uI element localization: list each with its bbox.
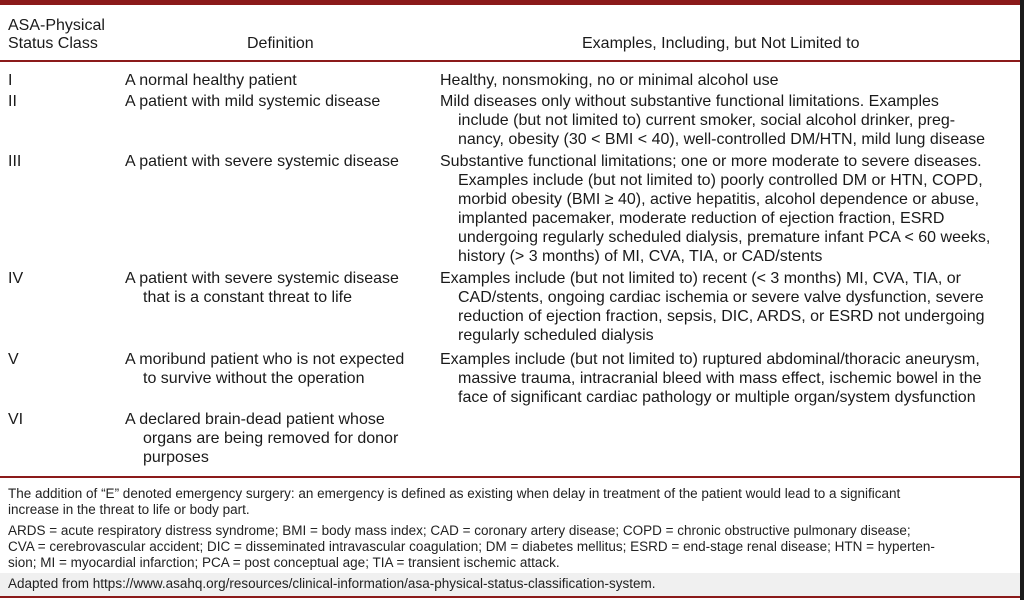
status-class-cell: III: [8, 153, 22, 170]
header-rule: [0, 60, 1020, 62]
footnote-line: increase in the threat to life or body part.: [8, 502, 250, 517]
examples-line: Examples include (but not limited to) ruptured abdominal/thoracic aneurysm,: [440, 351, 980, 368]
bottom-rule: [0, 596, 1020, 598]
examples-line: history (> 3 months) of MI, CVA, TIA, or CAD/stents: [458, 248, 823, 265]
examples-line: Examples include (but not limited to) poorly controlled DM or HTN, COPD,: [458, 172, 983, 189]
footnote-abbreviations: [8, 523, 1020, 571]
footnote-line: The addition of “E” denoted emergency surgery: an emergency is defined as existing when delay in treatment of the patient would lead to a significant: [8, 486, 901, 501]
status-class-cell: VI: [8, 411, 24, 428]
definition-line: A moribund patient who is not expected: [125, 351, 405, 368]
footnote-line: CVA = cerebrovascular accident; DIC = disseminated intravascular coagulation; DM = diabetes mellitus; ESRD = end-stage renal disease; HTN = hyperten-: [8, 539, 935, 554]
header-status-class-line1: ASA-Physical: [8, 17, 105, 34]
examples-line: Examples include (but not limited to) recent (< 3 months) MI, CVA, TIA, or: [440, 270, 961, 287]
examples-line: morbid obesity (BMI ≥ 40), active hepatitis, alcohol dependence or abuse,: [458, 191, 980, 208]
footnote-source: Adapted from https://www.asahq.org/resources/clinical-information/asa-physical-status-classification-system.: [8, 576, 656, 591]
definition-line: A patient with severe systemic disease: [125, 153, 399, 170]
examples-line: undergoing regularly scheduled dialysis, premature infant PCA < 60 weeks,: [458, 229, 991, 246]
status-class-cell: IV: [8, 270, 24, 287]
definition-line: A patient with mild systemic disease: [125, 93, 381, 110]
status-class-cell: I: [8, 72, 13, 89]
definition-line: purposes: [143, 449, 209, 466]
examples-line: Substantive functional limitations; one or more moderate to severe diseases.: [440, 153, 982, 170]
body-rule: [0, 476, 1020, 478]
examples-line: regularly scheduled dialysis: [458, 327, 654, 344]
examples-line: include (but not limited to) current smoker, social alcohol drinker, preg-: [458, 112, 956, 129]
footnote-line: ARDS = acute respiratory distress syndrome; BMI = body mass index; CAD = coronary artery disease; COPD = chronic obstructive pulmonary disease;: [8, 523, 911, 538]
examples-line: implanted pacemaker, moderate reduction of ejection fraction, ESRD: [458, 210, 945, 227]
examples-line: nancy, obesity (30 < BMI < 40), well-controlled DM/HTN, mild lung disease: [458, 131, 986, 148]
header-examples: Examples, Including, but Not Limited to: [582, 35, 860, 52]
header-status-class-line2: Status Class: [8, 35, 98, 52]
header-status-class: [8, 17, 118, 53]
definition-line: A patient with severe systemic disease: [125, 270, 399, 287]
footnote-line: sion; MI = myocardial infarction; PCA = post conceptual age; TIA = transient ischemic attack.: [8, 555, 560, 570]
definition-line: that is a constant threat to life: [143, 289, 353, 306]
definition-line: organs are being removed for donor: [143, 430, 399, 447]
examples-line: Mild diseases only without substantive functional limitations. Examples: [440, 93, 939, 110]
status-class-cell: II: [8, 93, 17, 110]
top-rule: [0, 0, 1020, 5]
header-definition: Definition: [247, 35, 314, 52]
examples-line: face of significant cardiac pathology or multiple organ/system dysfunction: [458, 389, 976, 406]
examples-line: CAD/stents, ongoing cardiac ischemia or severe valve dysfunction, severe: [458, 289, 984, 306]
definition-line: A declared brain-dead patient whose: [125, 411, 385, 428]
footnote-emergency: [8, 486, 1020, 518]
definition-line: A normal healthy patient: [125, 72, 297, 89]
examples-line: Healthy, nonsmoking, no or minimal alcohol use: [440, 72, 779, 89]
examples-line: reduction of ejection fraction, sepsis, DIC, ARDS, or ESRD not undergoing: [458, 308, 985, 325]
status-class-cell: V: [8, 351, 19, 368]
definition-line: to survive without the operation: [143, 370, 365, 387]
examples-line: massive trauma, intracranial bleed with mass effect, ischemic bowel in the: [458, 370, 982, 387]
